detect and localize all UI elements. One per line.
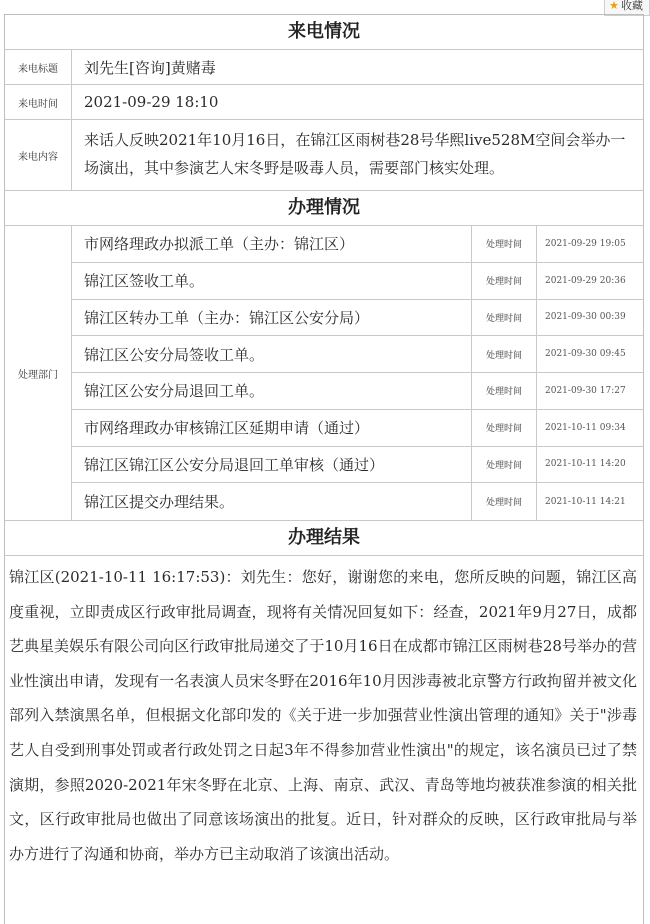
- step-time-label: 处理时间: [472, 300, 537, 336]
- process-steps: [72, 226, 643, 520]
- step-time-label: 处理时间: [472, 263, 537, 299]
- step-time: 2021-09-30 09:45: [545, 349, 626, 360]
- dept-label: 处理部门: [5, 226, 72, 520]
- step-time-label: 处理时间: [472, 226, 537, 262]
- call-content-value: 来话人反映2021年10月16日，在锦江区雨树巷28号华熙live528M空间会举办一场演出，其中参演艺人宋冬野是吸毒人员，需要部门核实处理。: [84, 131, 626, 177]
- call-content-row: [5, 120, 643, 191]
- work-order-sheet: [4, 14, 644, 924]
- step-desc: 锦江区公安分局退回工单。: [72, 373, 472, 409]
- step-time-label: 处理时间: [472, 483, 537, 520]
- step-time: 2021-09-30 17:27: [545, 385, 626, 396]
- process-step: [72, 226, 643, 263]
- step-time-label: 处理时间: [472, 336, 537, 372]
- call-title-label: 来电标题: [5, 50, 72, 84]
- step-time: 2021-10-11 14:20: [545, 459, 626, 470]
- call-time-label: 来电时间: [5, 85, 72, 119]
- step-time: 2021-09-29 20:36: [545, 275, 626, 286]
- call-title-value: 刘先生[咨询]黄赌毒: [84, 58, 216, 77]
- favorite-label: 收藏: [621, 0, 643, 12]
- call-title-row: [5, 50, 643, 85]
- step-desc: 锦江区签收工单。: [72, 263, 472, 299]
- top-bar: [0, 0, 650, 12]
- step-desc: 锦江区转办工单（主办：锦江区公安分局）: [72, 300, 472, 336]
- step-desc: 市网络理政办拟派工单（主办：锦江区）: [72, 226, 472, 262]
- result-text: 锦江区(2021-10-11 16:17:53)：刘先生：您好，谢谢您的来电，您所反映的问题，锦江区高度重视，立即责成区行政审批局调查，现将有关情况回复如下：经查，2021年9月27日，成都艺典星美娱乐有限公司向区行政审批局递交了于10月16日在成都市锦江区雨树巷28号举办的营业性演出申请，发现有一名表演人员宋冬野在2016年10月因涉毒被北京警方行政拘留并被文化部列入禁演黑名单，但根据文化部印发的《关于进一步加强营业性演出管理的通知》关于"涉毒艺人自受到刑事处罚或者行政处罚之日起3年不得参加营业性演出"的规定，该名演员已过了禁演期，参照2020-2021年宋冬野在北京、上海、南京、武汉、青岛等地均被获准参演的相关批文，区行政审批局也做出了同意该场演出的批复。近日，针对群众的反映，区行政审批局与举办方进行了沟通和协商，举办方已主动取消了该演出活动。: [9, 568, 637, 863]
- process-step: [72, 483, 643, 520]
- step-time-label: 处理时间: [472, 447, 537, 483]
- step-time: 2021-09-30 00:39: [545, 312, 626, 323]
- process-step: [72, 447, 643, 484]
- step-time-label: 处理时间: [472, 373, 537, 409]
- result-section-heading: 办理结果: [5, 521, 643, 556]
- call-content-label: 来电内容: [5, 120, 72, 190]
- step-time: 2021-10-11 09:34: [545, 422, 626, 433]
- step-time: 2021-09-29 19:05: [545, 238, 626, 249]
- process-section-heading: 办理情况: [5, 191, 643, 226]
- star-icon: ★: [609, 0, 619, 12]
- step-desc: 锦江区公安分局签收工单。: [72, 336, 472, 372]
- process-step: [72, 373, 643, 410]
- call-time-value: 2021-09-29 18:10: [84, 93, 219, 111]
- step-time-label: 处理时间: [472, 410, 537, 446]
- step-time: 2021-10-11 14:21: [545, 496, 626, 507]
- process-step: [72, 410, 643, 447]
- call-section-heading: 来电情况: [5, 15, 643, 50]
- process-step: [72, 300, 643, 337]
- step-desc: 锦江区锦江区公安分局退回工单审核（通过）: [72, 447, 472, 483]
- process-step: [72, 336, 643, 373]
- process-step: [72, 263, 643, 300]
- call-time-row: [5, 85, 643, 120]
- step-desc: 市网络理政办审核锦江区延期申请（通过）: [72, 410, 472, 446]
- step-desc: 锦江区提交办理结果。: [72, 483, 472, 520]
- process-table: [5, 226, 643, 521]
